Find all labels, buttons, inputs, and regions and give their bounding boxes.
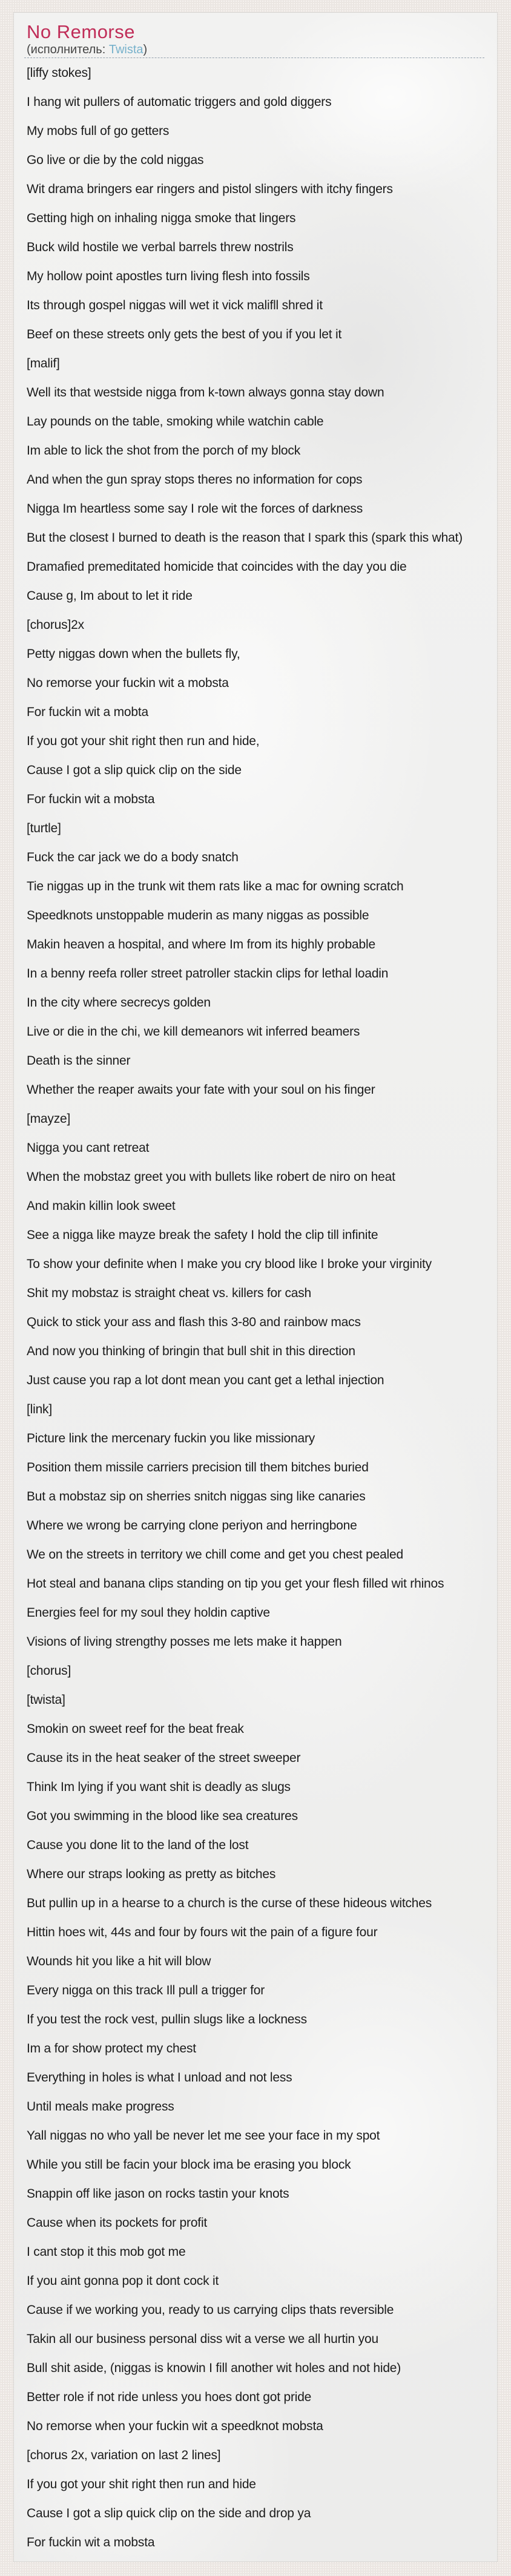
lyric-line: If you got your shit right then run and hide, <box>27 734 260 748</box>
lyric-line: Where our straps looking as pretty as bitches <box>27 1867 276 1881</box>
lyric-line: To show your definite when I make you cry blood like I broke your virginity <box>27 1257 432 1271</box>
lyric-line: Wounds hit you like a hit will blow <box>27 1954 211 1968</box>
lyric-line: No remorse your fuckin wit a mobsta <box>27 676 229 690</box>
lyric-line: Shit my mobstaz is straight cheat vs. killers for cash <box>27 1286 312 1300</box>
lyric-line: Im able to lick the shot from the porch of my block <box>27 444 300 458</box>
lyric-line: In a benny reefa roller street patroller stackin clips for lethal loadin <box>27 967 389 981</box>
lyric-line: Petty niggas down when the bullets fly, <box>27 647 240 661</box>
lyric-line: For fuckin wit a mobsta <box>27 792 155 806</box>
lyric-line: While you still be facin your block ima be erasing you block <box>27 2158 351 2172</box>
lyric-line: Nigga you cant retreat <box>27 1141 150 1155</box>
lyric-line: Cause I got a slip quick clip on the side <box>27 763 242 777</box>
lyric-line: We on the streets in territory we chill come and get you chest pealed <box>27 1548 403 1562</box>
lyric-line: I cant stop it this mob got me <box>27 2245 186 2259</box>
lyric-line: And when the gun spray stops theres no information for cops <box>27 473 363 487</box>
lyric-line: Think Im lying if you want shit is deadly as slugs <box>27 1780 291 1794</box>
lyric-line: Bull shit aside, (niggas is knowin I fill another wit holes and not hide) <box>27 2361 401 2375</box>
lyric-line: I hang wit pullers of automatic triggers and gold diggers <box>27 95 332 109</box>
lyric-line: See a nigga like mayze break the safety I hold the clip till infinite <box>27 1228 378 1242</box>
lyric-line: Yall niggas no who yall be never let me see your face in my spot <box>27 2129 380 2143</box>
lyric-line: Getting high on inhaling nigga smoke that lingers <box>27 211 296 225</box>
lyric-line: Every nigga on this track Ill pull a trigger for <box>27 1983 265 1997</box>
lyric-line: [chorus 2x, variation on last 2 lines] <box>27 2448 221 2462</box>
lyric-line: But a mobstaz sip on sherries snitch niggas sing like canaries <box>27 1490 366 1503</box>
lyric-line: For fuckin wit a mobta <box>27 705 149 719</box>
lyric-line: Tie niggas up in the trunk wit them rats like a mac for owning scratch <box>27 879 404 893</box>
lyric-line: Cause I got a slip quick clip on the side and drop ya <box>27 2506 311 2520</box>
lyric-line: Quick to stick your ass and flash this 3-80 and rainbow macs <box>27 1315 361 1329</box>
lyric-line: Cause when its pockets for profit <box>27 2216 208 2230</box>
lyric-line: Better role if not ride unless you hoes dont got pride <box>27 2390 312 2404</box>
lyric-line: Live or die in the chi, we kill demeanors wit inferred beamers <box>27 1025 360 1039</box>
lyric-line: Just cause you rap a lot dont mean you cant get a lethal injection <box>27 1373 384 1387</box>
lyric-line: Im a for show protect my chest <box>27 2042 196 2055</box>
lyric-line: Energies feel for my soul they holdin captive <box>27 1606 270 1620</box>
lyrics-text <box>14 58 497 2557</box>
lyric-line: [twista] <box>27 1693 65 1707</box>
lyric-line: In the city where secrecys golden <box>27 996 211 1010</box>
lyric-line: Hittin hoes wit, 44s and four by fours wit the pain of a figure four <box>27 1925 378 1939</box>
lyric-line: [turtle] <box>27 821 61 835</box>
lyric-line: If you test the rock vest, pullin slugs like a lockness <box>27 2012 307 2026</box>
lyric-line: And now you thinking of bringin that bull shit in this direction <box>27 1344 355 1358</box>
lyric-line: Cause you done lit to the land of the lost <box>27 1838 249 1852</box>
lyric-line: But the closest I burned to death is the reason that I spark this (spark this what) <box>27 531 463 545</box>
lyric-line: Everything in holes is what I unload and not less <box>27 2071 292 2085</box>
lyric-line: [malif] <box>27 356 60 370</box>
lyric-line: If you aint gonna pop it dont cock it <box>27 2274 219 2288</box>
lyric-line: Beef on these streets only gets the best of you if you let it <box>27 327 342 341</box>
lyric-line: Dramafied premeditated homicide that coincides with the day you die <box>27 560 407 574</box>
lyric-line: Whether the reaper awaits your fate with your soul on his finger <box>27 1083 375 1097</box>
lyric-line: Where we wrong be carrying clone periyon and herringbone <box>27 1519 357 1533</box>
lyric-line: Fuck the car jack we do a body snatch <box>27 850 239 864</box>
lyric-line: Hot steal and banana clips standing on tip you get your flesh filled wit rhinos <box>27 1577 444 1591</box>
lyric-line: Until meals make progress <box>27 2100 174 2114</box>
lyric-line: Takin all our business personal diss wit a verse we all hurtin you <box>27 2332 378 2346</box>
lyric-line: And makin killin look sweet <box>27 1199 176 1213</box>
lyric-line: For fuckin wit a mobsta <box>27 2535 155 2549</box>
lyric-line: Cause if we working you, ready to us carrying clips thats reversible <box>27 2303 394 2317</box>
lyric-line: No remorse when your fuckin wit a speedknot mobsta <box>27 2419 323 2433</box>
lyric-line: Position them missile carriers precision till them bitches buried <box>27 1460 369 1474</box>
lyric-line: [mayze] <box>27 1112 71 1126</box>
lyric-line: When the mobstaz greet you with bullets like robert de niro on heat <box>27 1170 395 1184</box>
artist-label-suffix: ) <box>143 43 148 56</box>
lyric-line: Go live or die by the cold niggas <box>27 153 204 167</box>
page-title: No Remorse <box>27 21 135 42</box>
lyric-line: Nigga Im heartless some say I role wit the forces of darkness <box>27 502 363 516</box>
artist-line <box>27 43 484 56</box>
lyric-line: My hollow point apostles turn living flesh into fossils <box>27 269 310 283</box>
lyric-line: Wit drama bringers ear ringers and pistol slingers with itchy fingers <box>27 182 393 196</box>
lyric-line: Speedknots unstoppable muderin as many niggas as possible <box>27 908 369 922</box>
lyric-line: Lay pounds on the table, smoking while watchin cable <box>27 415 324 429</box>
lyrics-card <box>13 12 498 2562</box>
lyric-line: [chorus]2x <box>27 618 84 632</box>
lyric-line: Cause its in the heat seaker of the street sweeper <box>27 1751 301 1765</box>
lyric-line: Well its that westside nigga from k-town always gonna stay down <box>27 386 384 399</box>
lyric-line: [chorus] <box>27 1664 71 1678</box>
lyric-line: Death is the sinner <box>27 1054 131 1068</box>
lyric-line: Buck wild hostile we verbal barrels threw nostrils <box>27 240 294 254</box>
lyric-line: [liffy stokes] <box>27 66 91 80</box>
lyric-line: Cause g, Im about to let it ride <box>27 589 193 603</box>
lyric-line: Picture link the mercenary fuckin you like missionary <box>27 1431 315 1445</box>
lyric-line: But pullin up in a hearse to a church is the curse of these hideous witches <box>27 1896 432 1910</box>
lyric-line: Snappin off like jason on rocks tastin your knots <box>27 2187 289 2201</box>
lyric-line: [link] <box>27 1402 52 1416</box>
artist-label-prefix: (исполнитель: <box>27 43 109 56</box>
lyric-line: If you got your shit right then run and hide <box>27 2477 256 2491</box>
artist-link[interactable]: Twista <box>108 43 143 56</box>
header <box>14 13 497 56</box>
lyric-line: Got you swimming in the blood like sea creatures <box>27 1809 298 1823</box>
lyric-line: Smokin on sweet reef for the beat freak <box>27 1722 244 1736</box>
lyric-line: Makin heaven a hospital, and where Im from its highly probable <box>27 938 375 951</box>
lyric-line: My mobs full of go getters <box>27 124 170 138</box>
lyric-line: Its through gospel niggas will wet it vick malifll shred it <box>27 298 323 312</box>
lyric-line: Visions of living strengthy posses me lets make it happen <box>27 1635 342 1649</box>
